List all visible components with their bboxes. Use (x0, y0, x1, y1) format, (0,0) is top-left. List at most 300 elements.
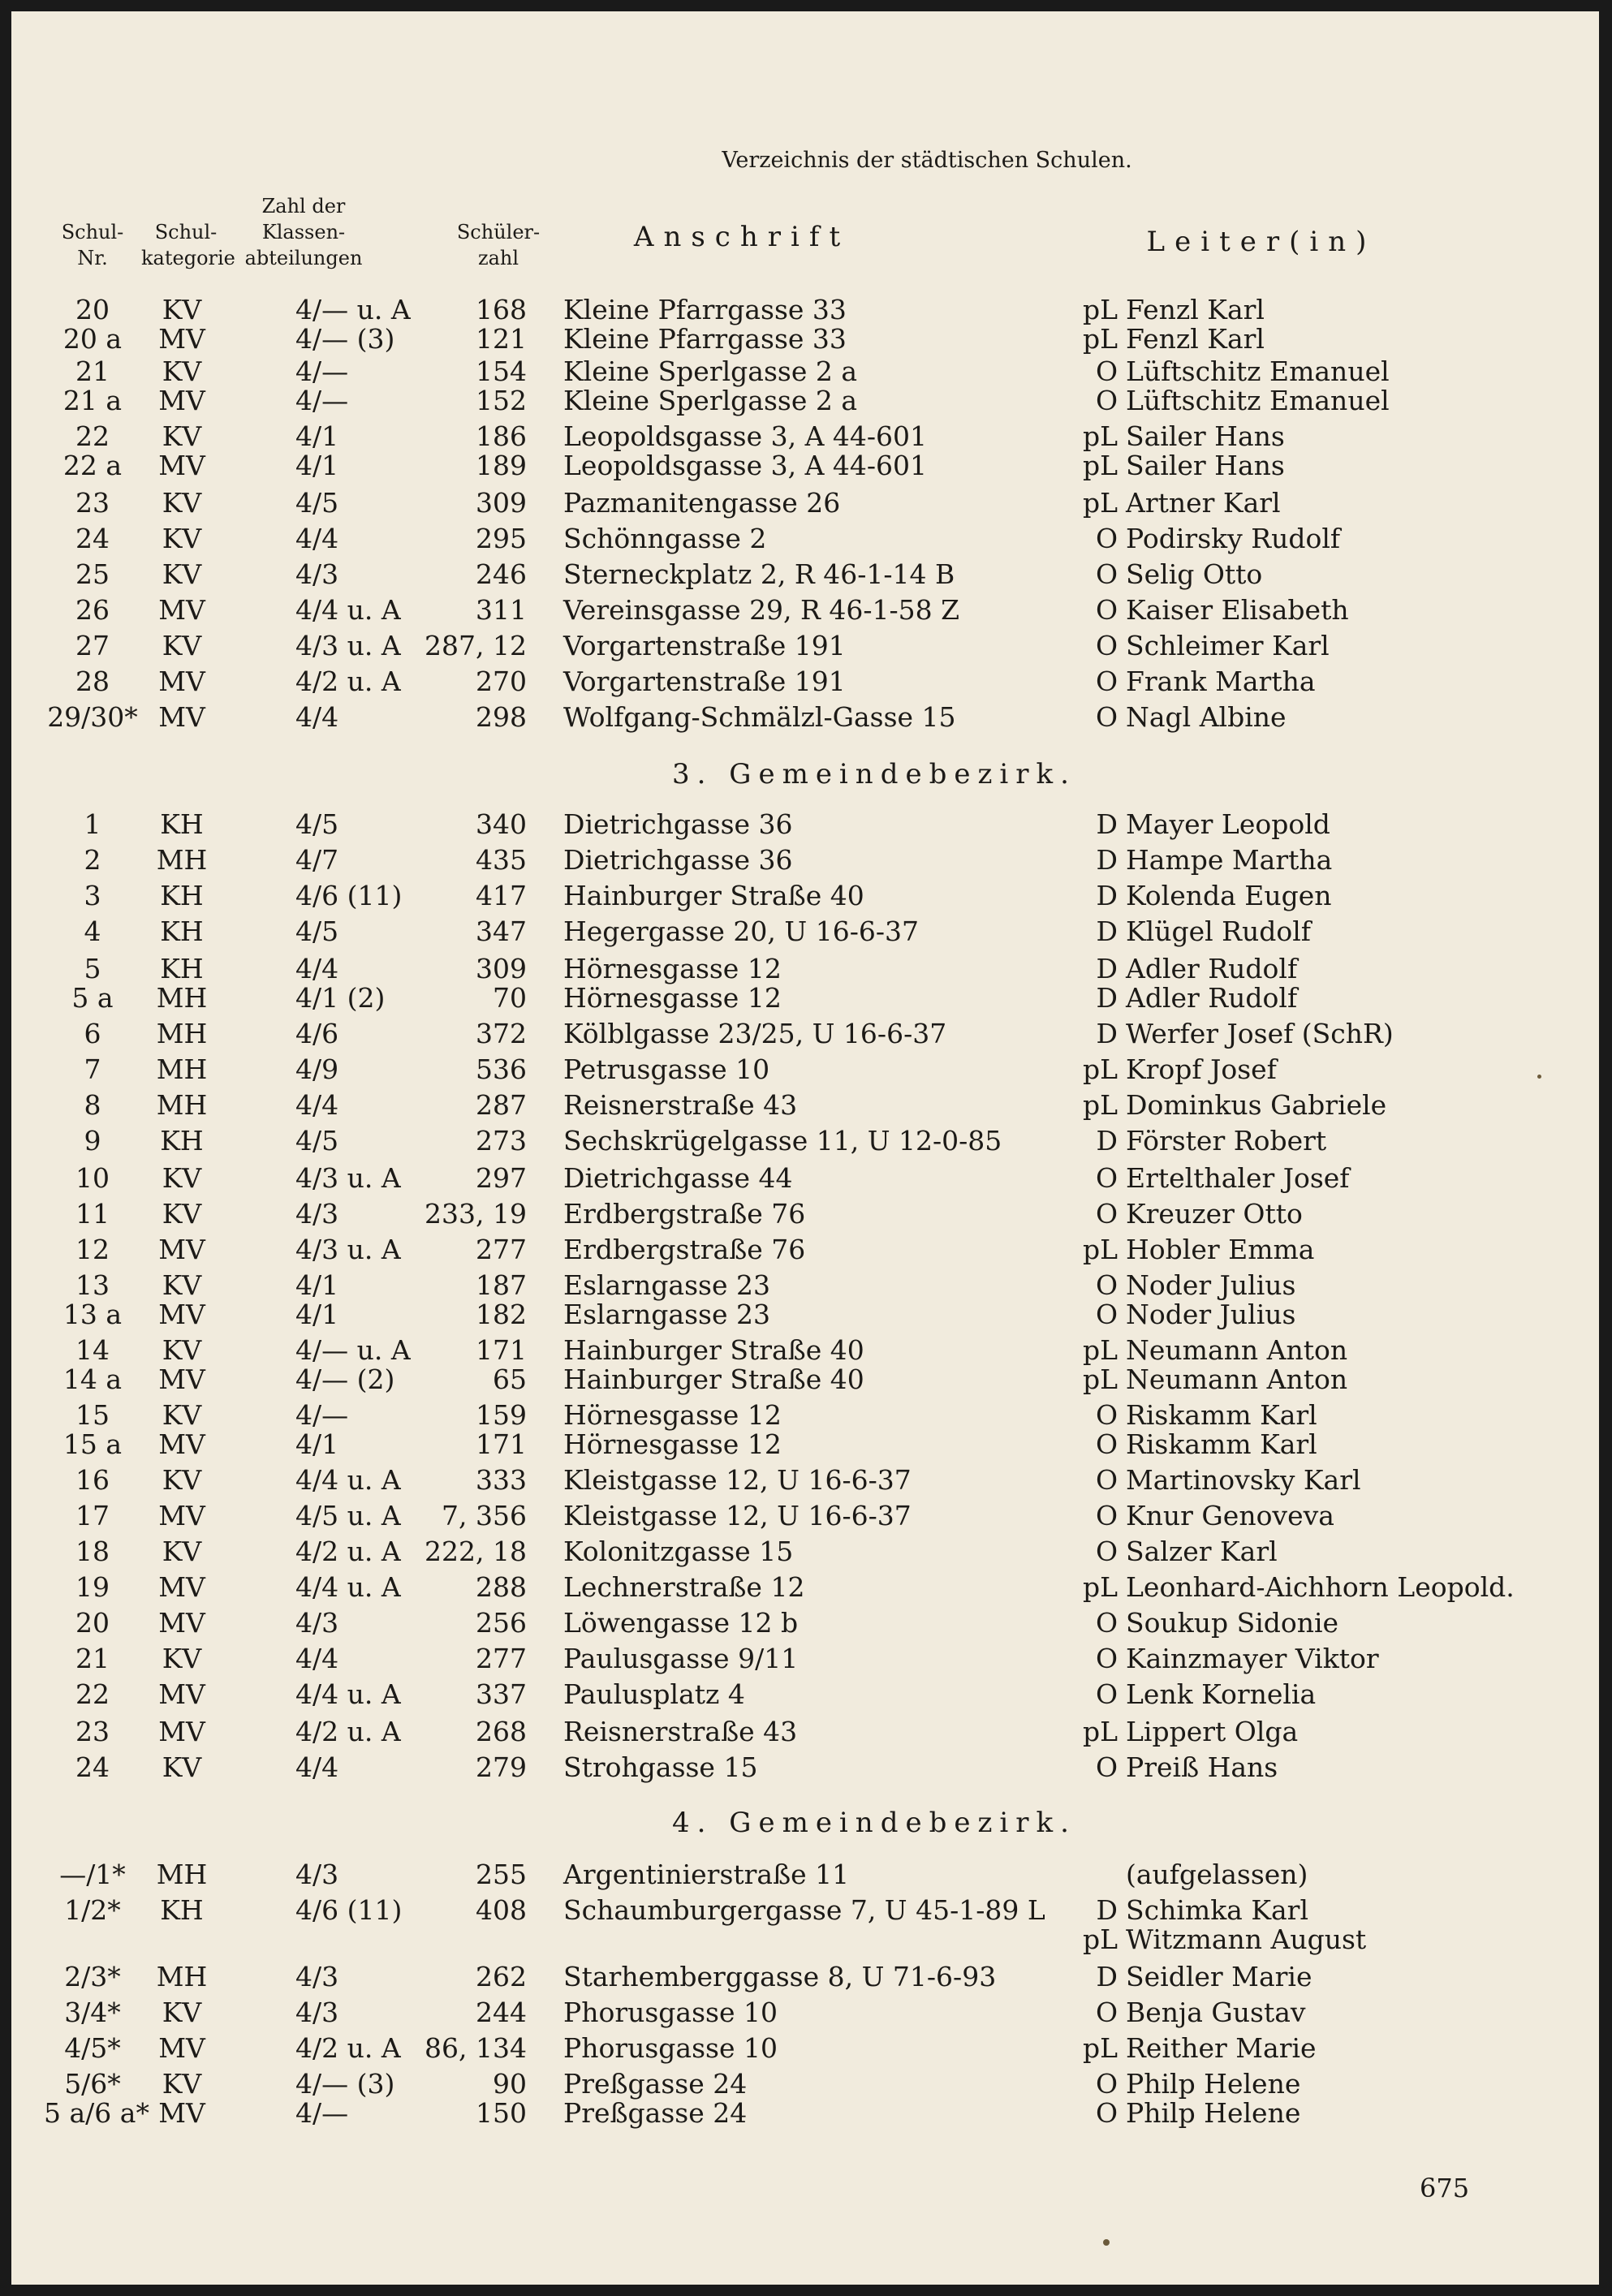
ink-dot (1537, 1075, 1541, 1079)
school-number: 26 (75, 594, 110, 626)
school-number: 14 a (62, 1363, 123, 1395)
school-category: MV (158, 2097, 205, 2129)
address: Paulusplatz 4 (563, 1678, 745, 1710)
class-count: 4/2 u. A (295, 1536, 401, 1567)
head-teacher-rank: O (1095, 1299, 1118, 1330)
head-teacher-rank: O (1095, 1399, 1118, 1431)
class-count: 4/1 (295, 450, 339, 481)
pupil-count: 150 (476, 2097, 527, 2129)
head-teacher-name: Schleimer Karl (1126, 630, 1330, 661)
table-row (11, 1053, 1599, 1086)
address: Strohgasse 15 (563, 1751, 758, 1783)
school-number: 3/4* (64, 1997, 121, 2028)
head-teacher-name: Riskamm Karl (1126, 1399, 1317, 1431)
head-teacher-name: (aufgelassen) (1126, 1859, 1308, 1890)
table-row (11, 1716, 1599, 1748)
school-number: 4 (84, 915, 101, 947)
pupil-count: 340 (476, 808, 527, 840)
class-count: 4/6 (11) (295, 880, 403, 911)
school-category: KV (162, 630, 202, 661)
head-teacher-name: Benja Gustav (1126, 1997, 1306, 2028)
table-row (11, 1198, 1599, 1230)
pupil-count: 435 (476, 844, 527, 876)
head-teacher-rank: D (1096, 1018, 1118, 1049)
school-number: 19 (75, 1571, 110, 1603)
header-klassen-line2: Klassen- (261, 221, 346, 243)
school-number: 15 a (62, 1428, 123, 1460)
head-teacher (1071, 701, 1412, 734)
class-count: 4/5 (295, 915, 339, 947)
head-teacher-name: Salzer Karl (1126, 1536, 1278, 1567)
ink-dot (1103, 2239, 1110, 2246)
school-category: KH (160, 1125, 204, 1157)
table-row (11, 450, 1599, 482)
address: Kleistgasse 12, U 16-6-37 (563, 1500, 912, 1531)
class-count: 4/1 (295, 1299, 339, 1330)
class-count: 4/2 u. A (295, 666, 401, 697)
school-category: MV (158, 1234, 205, 1265)
table-row (11, 1299, 1599, 1331)
table-row (11, 808, 1599, 841)
school-category: MH (156, 844, 208, 876)
pupil-count: 288 (476, 1571, 527, 1603)
pupil-count: 222, 18 (425, 1536, 527, 1567)
class-count: 4/2 u. A (295, 2032, 401, 2064)
class-count: 4/5 (295, 487, 339, 519)
pupil-count: 297 (476, 1162, 527, 1194)
address: Phorusgasse 10 (563, 2032, 778, 2064)
table-row (11, 1859, 1599, 1891)
head-teacher-name: Kainzmayer Viktor (1126, 1643, 1379, 1674)
school-number: 18 (75, 1536, 110, 1567)
school-category: KV (162, 523, 202, 554)
head-teacher-name: Kreuzer Otto (1126, 1198, 1303, 1230)
school-number: 16 (75, 1464, 110, 1496)
head-teacher-rank: O (1095, 1643, 1118, 1674)
table-row (11, 294, 1599, 326)
head-teacher-name: Knur Genoveva (1126, 1500, 1334, 1531)
pupil-count: 154 (476, 355, 527, 387)
head-teacher (1071, 1198, 1412, 1230)
head-teacher-rank: D (1096, 982, 1118, 1014)
pupil-count: 372 (476, 1018, 527, 1049)
address: Kleine Sperlgasse 2 a (563, 385, 858, 416)
school-category: KV (162, 1643, 202, 1674)
table-row (11, 1269, 1599, 1302)
address: Eslarngasse 23 (563, 1299, 770, 1330)
header-schul-nr-line1: Schul- (61, 221, 124, 243)
header-klassen (222, 193, 385, 271)
table-row (11, 1961, 1599, 1993)
school-category: MV (158, 385, 205, 416)
head-teacher (1071, 487, 1412, 519)
address: Löwengasse 12 b (563, 1607, 799, 1639)
school-number: 2 (84, 844, 101, 876)
head-teacher-rank: D (1096, 1125, 1118, 1157)
class-count: 4/3 (295, 1859, 339, 1890)
address: Dietrichgasse 36 (563, 808, 793, 840)
school-number: 28 (75, 666, 110, 697)
class-count: 4/5 (295, 1125, 339, 1157)
section-heading-district-4: 4. Gemeindebezirk. (672, 1807, 1076, 1839)
head-teacher (1071, 2068, 1412, 2100)
class-count: 4/6 (11) (295, 1894, 403, 1926)
address: Petrusgasse 10 (563, 1053, 770, 1085)
head-teacher (1071, 1716, 1412, 1748)
address: Paulusgasse 9/11 (563, 1643, 799, 1674)
head-teacher (1071, 1363, 1412, 1396)
table-row (11, 880, 1599, 912)
school-category: MV (158, 1678, 205, 1710)
class-count: 4/6 (295, 1018, 339, 1049)
school-category: MV (158, 1607, 205, 1639)
class-count: 4/4 u. A (295, 1678, 401, 1710)
table-row (11, 1363, 1599, 1396)
school-category: KV (162, 1464, 202, 1496)
class-count: 4/5 u. A (295, 1500, 401, 1531)
head-teacher (1071, 915, 1412, 948)
head-teacher-name: Noder Julius (1126, 1299, 1296, 1330)
school-number: 1/2* (64, 1894, 121, 1926)
head-teacher (1071, 630, 1412, 662)
school-category: KH (160, 808, 204, 840)
head-teacher-name: Neumann Anton (1126, 1363, 1348, 1395)
class-count: 4/— (2) (295, 1363, 395, 1395)
pupil-count: 279 (476, 1751, 527, 1783)
head-teacher-rank: pL (1082, 450, 1118, 481)
class-count: 4/4 u. A (295, 1464, 401, 1496)
head-teacher (1071, 1536, 1412, 1568)
address: Argentinierstraße 11 (563, 1859, 850, 1890)
table-row (11, 1428, 1599, 1461)
pupil-count: 121 (476, 323, 527, 355)
table-row (11, 1162, 1599, 1195)
school-number: 13 a (62, 1299, 123, 1330)
head-teacher (1071, 594, 1412, 627)
address: Hainburger Straße 40 (563, 1334, 864, 1366)
address: Erdbergstraße 76 (563, 1234, 806, 1265)
head-teacher (1071, 355, 1412, 388)
table-row (11, 385, 1599, 417)
table-row (11, 355, 1599, 388)
head-teacher-name: Leonhard-Aichhorn Leopold. (1126, 1571, 1515, 1603)
table-row (11, 1234, 1599, 1266)
head-teacher-name: Podirsky Rudolf (1126, 523, 1341, 554)
class-count: 4/— u. A (295, 1334, 411, 1366)
table-row (11, 558, 1599, 591)
class-count: 4/4 u. A (295, 594, 401, 626)
school-category: KV (162, 1334, 202, 1366)
head-teacher-rank: O (1095, 355, 1118, 387)
address: Kleistgasse 12, U 16-6-37 (563, 1464, 912, 1496)
school-number: 22 (75, 1678, 110, 1710)
head-teacher-name: Philp Helene (1126, 2097, 1301, 2129)
table-row (11, 1464, 1599, 1497)
header-anschrift: Anschrift (633, 221, 851, 253)
address: Kleine Sperlgasse 2 a (563, 355, 858, 387)
head-teacher (1071, 953, 1412, 985)
school-number: 29/30* (47, 701, 138, 733)
head-teacher-rank: O (1095, 1997, 1118, 2028)
head-teacher-name: Neumann Anton (1126, 1334, 1348, 1366)
head-teacher-rank: pL (1082, 1334, 1118, 1366)
pupil-count: 246 (476, 558, 527, 590)
head-teacher (1071, 1500, 1412, 1532)
pupil-count: 171 (476, 1428, 527, 1460)
head-teacher-rank: O (1095, 630, 1118, 661)
class-count: 4/4 (295, 701, 339, 733)
class-count: 4/4 (295, 523, 339, 554)
school-category: KV (162, 1997, 202, 2028)
school-number: 14 (75, 1334, 110, 1366)
head-teacher (1071, 808, 1412, 841)
school-number: 20 (75, 1607, 110, 1639)
class-count: 4/1 (2) (295, 982, 386, 1014)
pupil-count: 262 (476, 1961, 527, 1992)
address: Hörnesgasse 12 (563, 1399, 782, 1431)
address: Starhemberggasse 8, U 71-6-93 (563, 1961, 997, 1992)
pupil-count: 152 (476, 385, 527, 416)
pupil-count: 309 (476, 953, 527, 984)
head-teacher-name: Philp Helene (1126, 2068, 1301, 2100)
school-category: KH (160, 953, 204, 984)
class-count: 4/— (295, 385, 349, 416)
pupil-count: 417 (476, 880, 527, 911)
table-row (11, 487, 1599, 519)
address: Sechskrügelgasse 11, U 12-0-85 (563, 1125, 1002, 1157)
head-teacher-name: Schimka Karl (1126, 1894, 1309, 1926)
class-count: 4/3 (295, 558, 339, 590)
school-number: 12 (75, 1234, 110, 1265)
head-teacher (1071, 1053, 1412, 1086)
class-count: 4/3 (295, 1607, 339, 1639)
school-number: 24 (75, 523, 110, 554)
head-teacher (1071, 450, 1412, 482)
address: Hainburger Straße 40 (563, 880, 864, 911)
head-teacher (1071, 1428, 1412, 1461)
pupil-count: 287 (476, 1089, 527, 1121)
pupil-count: 287, 12 (425, 630, 527, 661)
class-count: 4/2 u. A (295, 1716, 401, 1747)
head-teacher-rank: O (1095, 2097, 1118, 2129)
school-number: 13 (75, 1269, 110, 1301)
school-category: MV (158, 450, 205, 481)
head-teacher-rank: pL (1082, 294, 1118, 325)
head-teacher (1071, 1751, 1412, 1784)
address: Kolonitzgasse 15 (563, 1536, 794, 1567)
pupil-count: 273 (476, 1125, 527, 1157)
head-teacher-name: Werfer Josef (SchR) (1126, 1018, 1394, 1049)
school-number: 10 (75, 1162, 110, 1194)
head-teacher (1071, 2032, 1412, 2065)
school-category: KV (162, 1399, 202, 1431)
table-row (11, 2068, 1599, 2100)
head-teacher-rank: O (1095, 666, 1118, 697)
head-teacher-rank: O (1095, 1678, 1118, 1710)
head-teacher-rank: pL (1082, 1716, 1118, 1747)
school-category: KH (160, 915, 204, 947)
school-number: 22 a (62, 450, 123, 481)
head-teacher (1071, 2097, 1412, 2130)
head-teacher (1071, 1571, 1515, 1604)
table-row (11, 1536, 1599, 1568)
school-category: MV (158, 1299, 205, 1330)
header-schul-nr-line2: Nr. (77, 247, 108, 269)
table-row (11, 594, 1599, 627)
school-number: 5 a (71, 982, 114, 1014)
head-teacher-rank: O (1095, 1536, 1118, 1567)
school-number: 24 (75, 1751, 110, 1783)
page (11, 11, 1599, 2285)
head-teacher-name: Adler Rudolf (1126, 982, 1298, 1014)
class-count: 4/3 u. A (295, 1234, 401, 1265)
address: Vorgartenstraße 191 (563, 630, 846, 661)
address: Kleine Pfarrgasse 33 (563, 294, 847, 325)
address: Hörnesgasse 12 (563, 953, 782, 984)
school-category: MH (156, 1859, 208, 1890)
head-teacher-name: Martinovsky Karl (1126, 1464, 1361, 1496)
head-teacher (1071, 1607, 1412, 1639)
head-teacher-rank: O (1095, 385, 1118, 416)
class-count: 4/9 (295, 1053, 339, 1085)
pupil-count: 7, 356 (442, 1500, 527, 1531)
class-count: 4/— (295, 355, 349, 387)
pupil-count: 90 (493, 2068, 527, 2100)
pupil-count: 536 (476, 1053, 527, 1085)
pupil-count: 70 (493, 982, 527, 1014)
head-teacher-name: Fenzl Karl (1126, 294, 1265, 325)
school-number: 7 (84, 1053, 101, 1085)
head-teacher (1071, 1678, 1412, 1711)
header-kategorie (141, 219, 235, 271)
class-count: 4/1 (295, 420, 339, 452)
school-category: KV (162, 1536, 202, 1567)
head-teacher-name: Ertelthaler Josef (1126, 1162, 1350, 1194)
head-teacher-rank: O (1095, 1500, 1118, 1531)
school-category: MV (158, 666, 205, 697)
school-number: 23 (75, 487, 110, 519)
head-teacher (1071, 1018, 1412, 1050)
head-teacher-rank: O (1095, 1607, 1118, 1639)
school-number: 5 (84, 953, 101, 984)
head-teacher-name: Artner Karl (1126, 487, 1281, 519)
head-teacher-name: Kolenda Eugen (1126, 880, 1332, 911)
school-number: 9 (84, 1125, 101, 1157)
address: Dietrichgasse 44 (563, 1162, 793, 1194)
head-teacher (1071, 1961, 1412, 1993)
school-number: 2/3* (64, 1961, 121, 1992)
class-count: 4/1 (295, 1428, 339, 1460)
head-teacher (1071, 1299, 1412, 1331)
header-schueler-line2: zahl (477, 247, 519, 269)
head-teacher-name: Hampe Martha (1126, 844, 1333, 876)
head-teacher-name: Seidler Marie (1126, 1961, 1312, 1992)
pupil-count: 189 (476, 450, 527, 481)
header-kategorie-line2: kategorie (141, 247, 235, 269)
class-count: 4/4 (295, 1089, 339, 1121)
head-teacher-name: Fenzl Karl (1126, 323, 1265, 355)
pupil-count: 171 (476, 1334, 527, 1366)
head-teacher-name: Noder Julius (1126, 1269, 1296, 1301)
head-teacher-name: Kaiser Elisabeth (1126, 594, 1349, 626)
pupil-count: 186 (476, 420, 527, 452)
school-number: 27 (75, 630, 110, 661)
head-teacher (1071, 1125, 1412, 1157)
address: Reisnerstraße 43 (563, 1716, 798, 1747)
head-teacher-name: Förster Robert (1126, 1125, 1327, 1157)
table-row (11, 1500, 1599, 1532)
table-row (11, 2032, 1599, 2065)
address: Schönngasse 2 (563, 523, 767, 554)
school-category: MV (158, 1716, 205, 1747)
pupil-count: 244 (476, 1997, 527, 2028)
address: Hörnesgasse 12 (563, 982, 782, 1014)
head-teacher-rank: pL (1082, 487, 1118, 519)
school-category: KH (160, 880, 204, 911)
head-teacher-rank: D (1096, 844, 1118, 876)
class-count: 4/3 (295, 1997, 339, 2028)
pupil-count: 268 (476, 1716, 527, 1747)
pupil-count: 277 (476, 1234, 527, 1265)
class-count: 4/— (3) (295, 2068, 395, 2100)
class-count: 4/— (295, 2097, 349, 2129)
school-number: 5/6* (64, 2068, 121, 2100)
head-teacher-rank: D (1096, 953, 1118, 984)
class-count: 4/4 (295, 1751, 339, 1783)
school-category: KV (162, 1751, 202, 1783)
head-teacher-name: Dominkus Gabriele (1126, 1089, 1387, 1121)
head-teacher-name: Witzmann August (1126, 1923, 1367, 1955)
head-teacher-rank: pL (1082, 1923, 1118, 1955)
class-count: 4/4 u. A (295, 1571, 401, 1603)
head-teacher-rank: pL (1082, 1571, 1118, 1603)
pupil-count: 86, 134 (425, 2032, 527, 2064)
class-count: 4/— u. A (295, 294, 411, 325)
school-category: KV (162, 294, 202, 325)
head-teacher (1071, 323, 1412, 355)
address: Lechnerstraße 12 (563, 1571, 805, 1603)
pupil-count: 159 (476, 1399, 527, 1431)
address: Kleine Pfarrgasse 33 (563, 323, 847, 355)
table-row (11, 1678, 1599, 1711)
head-teacher-name: Adler Rudolf (1126, 953, 1298, 984)
school-category: MH (156, 982, 208, 1014)
address: Schaumburgergasse 7, U 45-1-89 L (563, 1894, 1045, 1926)
page-number: 675 (1420, 2173, 1470, 2203)
table-row (11, 523, 1599, 555)
class-count: 4/— (295, 1399, 349, 1431)
school-number: 4/5* (64, 2032, 121, 2064)
school-category: MV (158, 1571, 205, 1603)
head-teacher-name: Sailer Hans (1126, 450, 1285, 481)
class-count: 4/7 (295, 844, 339, 876)
pupil-count: 256 (476, 1607, 527, 1639)
head-teacher-rank: O (1095, 1198, 1118, 1230)
school-category: KV (162, 487, 202, 519)
school-number: 8 (84, 1089, 101, 1121)
head-teacher-rank: pL (1082, 420, 1118, 452)
table-row (11, 844, 1599, 877)
school-category: KV (162, 1269, 202, 1301)
pupil-count: 309 (476, 487, 527, 519)
table-row (11, 1125, 1599, 1157)
school-category: KV (162, 558, 202, 590)
pupil-count: 270 (476, 666, 527, 697)
school-number: 17 (75, 1500, 110, 1531)
head-teacher-name: Sailer Hans (1126, 420, 1285, 452)
school-number: 1 (84, 808, 101, 840)
address: Leopoldsgasse 3, A 44-601 (563, 420, 928, 452)
